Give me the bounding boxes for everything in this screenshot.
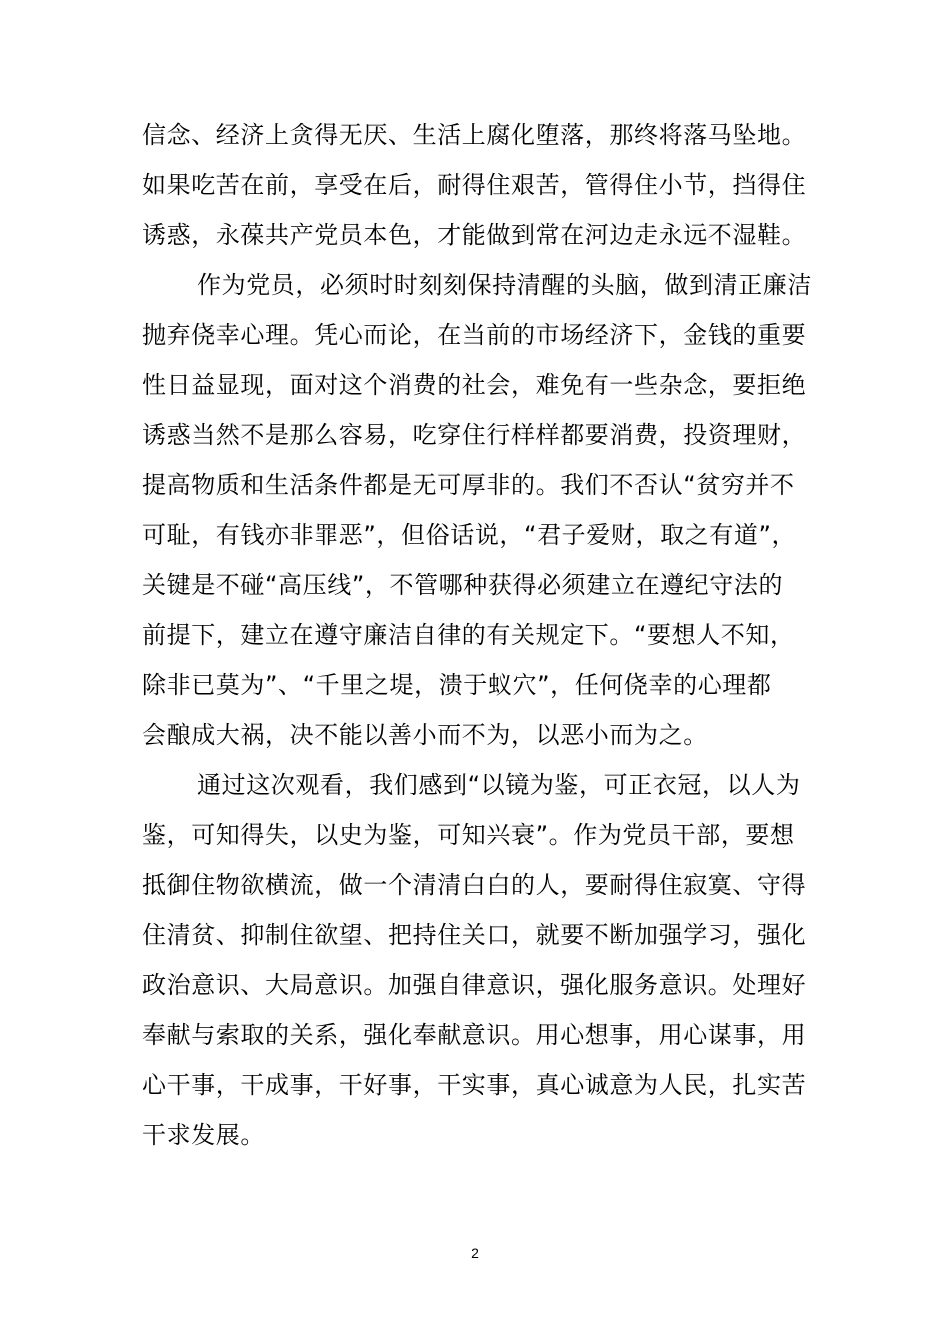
text-line-1: 信念、经济上贪得无厌、生活上腐化堕落，那终将落马坠地。 (142, 121, 807, 149)
text-line-3: 诱惑，永葆共产党员本色，才能做到常在河边走永远不湿鞋。 (142, 221, 807, 249)
text-line-10: 关键是不碰“高压线”，不管哪种获得必须建立在遵纪守法的 (142, 571, 784, 599)
text-line-6: 性日益显现，面对这个消费的社会，难免有一些杂念，要拒绝 (142, 371, 807, 399)
text-line-5: 抛弃侥幸心理。凭心而论，在当前的市场经济下，金钱的重要 (142, 321, 807, 349)
text-line-2: 如果吃苦在前，享受在后，耐得住艰苦，管得住小节，挡得住 (142, 171, 807, 199)
text-line-18: 政治意识、大局意识。加强自律意识，强化服务意识。处理好 (142, 971, 807, 999)
text-line-19: 奉献与索取的关系，强化奉献意识。用心想事，用心谋事，用 (142, 1021, 807, 1049)
paragraph-2-first-line: 作为党员，必须时时刻刻保持清醒的头脑，做到清正廉洁 (197, 271, 812, 299)
text-line-17: 住清贫、抑制住欲望、把持住关口，就要不断加强学习，强化 (142, 921, 807, 949)
text-line-20: 心干事，干成事，干好事，干实事，真心诚意为人民，扎实苦 (142, 1071, 807, 1099)
text-line-11: 前提下，建立在遵守廉洁自律的有关规定下。“要想人不知， (142, 621, 795, 649)
text-line-12: 除非已莫为”、“千里之堤，溃于蚁穴”，任何侥幸的心理都 (142, 671, 772, 699)
paragraph-3-first-line: 通过这次观看，我们感到“以镜为鉴，可正衣冠，以人为 (197, 771, 801, 799)
text-line-8: 提高物质和生活条件都是无可厚非的。我们不否认“贫穷并不 (142, 471, 795, 499)
page-number: 2 (471, 1245, 479, 1261)
text-line-15: 鉴，可知得失，以史为鉴，可知兴衰”。作为党员干部，要想 (142, 821, 795, 849)
text-line-7: 诱惑当然不是那么容易，吃穿住行样样都要消费，投资理财， (142, 421, 807, 449)
text-line-21: 干求发展。 (142, 1121, 265, 1149)
text-line-16: 抵御住物欲横流，做一个清清白白的人，要耐得住寂寞、守得 (142, 871, 807, 899)
text-line-13: 会酿成大祸，决不能以善小而不为，以恶小而为之。 (142, 721, 708, 749)
text-line-9: 可耻，有钱亦非罪恶”，但俗话说，“君子爱财，取之有道”， (142, 521, 797, 549)
